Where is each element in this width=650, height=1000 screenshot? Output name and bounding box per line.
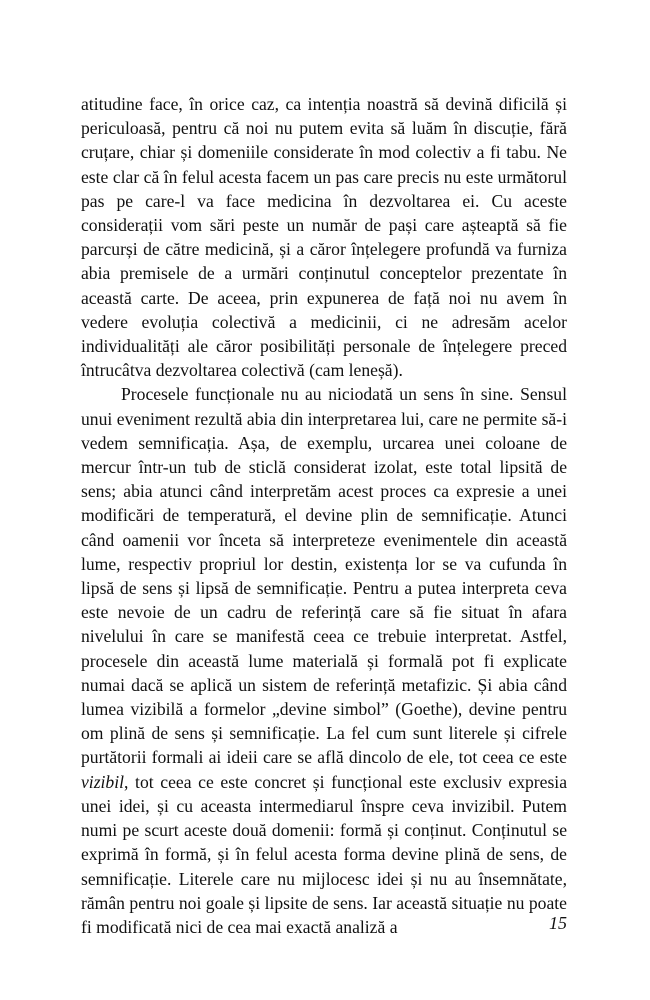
page-number: 15 xyxy=(549,913,567,933)
italic-word-vizibil: vizibil xyxy=(81,771,125,792)
page-body xyxy=(81,92,567,939)
paragraph-2-text-b: , tot ceea ce este concret și funcțional este exclusiv expresia unei idei, și cu aceasta intermediarul înspre ceva invizibil. Putem numi pe scurt aceste două domenii: formă și conținut. Conținutul se exprimă în formă, și în felul acesta forma devine plină de sens, de semnificație. Literele care nu mijlocesc idei și nu au însemnătate, rămân pentru noi goale și lipsite de sens. Iar această situație nu poate fi modificată nici de cea mai exactă analiză a xyxy=(81,771,567,937)
paragraph-continuation xyxy=(81,92,567,382)
paragraph-2-text-a: Procesele funcționale nu au niciodată un sens în sine. Sensul unui eveniment rezultă abia din interpretarea lui, care ne permite să-i vedem semnificația. Așa, de exemplu, urcarea unei coloane de mercur într-un tub de sticlă considerat izolat, este total lipsită de sens; abia atunci când interpretăm acest proces ca expresie a unei modificări de temperatură, el devine plin de semnificație. Atunci când oamenii vor înceta să interpreteze evenimentele din această lume, respectiv propriul lor destin, existența lor se va cufunda în lipsă de sens și lipsă de semnificație. Pentru a putea interpreta ceva este nevoie de un cadru de referință care să fie situat în afara nivelului în care se manifestă ceea ce trebuie interpretat. Astfel, procesele din această lume materială și formală pot fi explicate numai dacă se aplică un sistem de referință metafizic. Și abia când lumea vizibilă a formelor „devine simbol” (Goethe), devine pentru om plină de sens și semnificație. La fel cum sunt literele și cifrele purtătorii formali ai ideii care se află dincolo de ele, tot ceea ce este xyxy=(81,384,567,768)
paragraph-processes xyxy=(81,382,567,939)
paragraph-1-text: atitudine face, în orice caz, ca intenția noastră să devină dificilă și periculoasă, pentru că noi nu putem evita să luăm în discuție, fără cruțare, chiar și domeniile considerate în mod colectiv a fi tabu. Ne este clar că în felul acesta facem un pas care precis nu este următorul pas pe care-l va face medicina în dezvoltarea ei. Cu aceste considerații vom sări peste un număr de pași care așteaptă să fie parcurși de către medicină, și a căror înțelegere profundă va furniza abia premisele de a urmări conținutul conceptelor prezentate în această carte. De aceea, prin expunerea de față noi nu avem în vedere evoluția colectivă a medicinii, ci ne adresăm acelor individualități ale căror posibilități personale de înțelegere preced întrucâtva dezvoltarea colectivă (cam leneșă). xyxy=(81,94,567,381)
